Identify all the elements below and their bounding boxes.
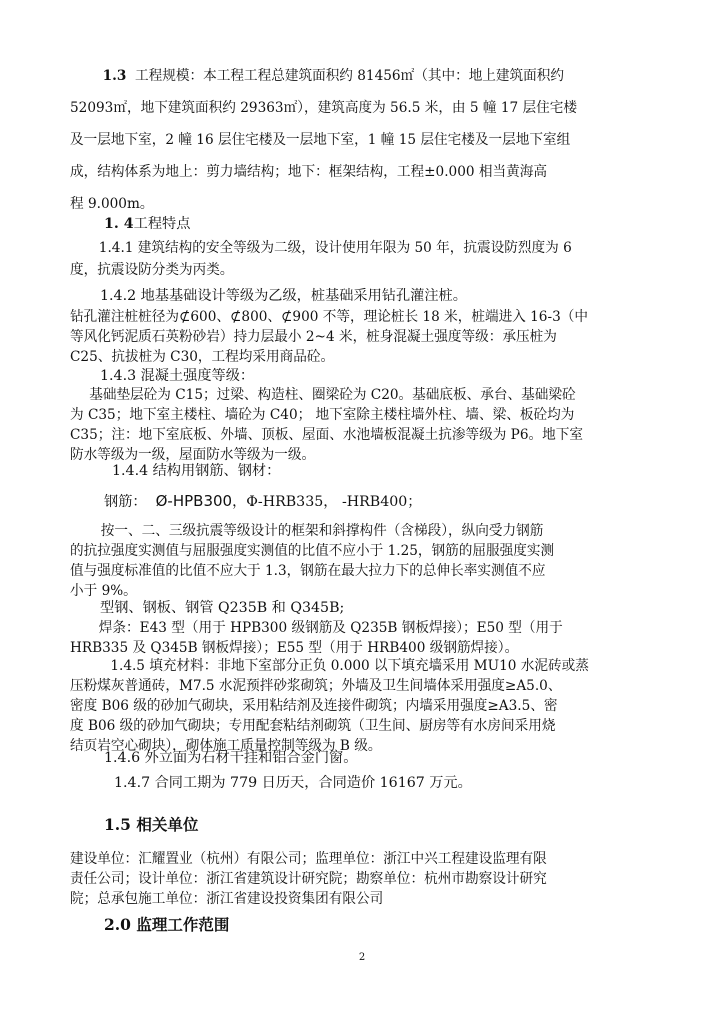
- section-heading-1-5: 1.5 相关单位: [104, 815, 199, 834]
- paragraph-pile-spec: 钻孔灌注桩桩径为⊄600、⊄800、⊄900 不等，理论桩长 18 米，桩端进入 16-3（中 等风化钙泥质石英粉砂岩）持力层最小 2~4 米，桩身混凝土强度等级：承压桩为 C25、抗拔桩为 C30，工程均采用商品砼。: [70, 309, 588, 365]
- paragraph-1-4-5: 1.4.5 填充材料：非地下室部分正负 0.000 以下填充墙采用 MU10 水泥砖或蒸 压粉煤灰普通砖，M7.5 水泥预拌砂浆砌筑；外墙及卫生间墙体采用强度≥A5.0、 密度 B06 级的砂加气砌块，采用粘结剂及连接件砌筑；内墙采用强度≥A3.5、密 度 B06 级的砂加气砌块；专用配套粘结剂砌筑（卫生间、厨房等有水房间采用烧 结页岩空心砌块），砌体施工质量控制等级为 B 级。: [70, 658, 589, 754]
- text-line: 成，结构体系为地上：剪力墙结构；地下：框架结构，工程±0.000 相当黄海高: [70, 164, 547, 180]
- steel-line: 型钢、钢板、钢管 Q235B 和 Q345B;: [100, 600, 345, 616]
- paragraph-1-4-3: 1.4.3 混凝土强度等级：: [100, 368, 255, 384]
- rebar-hpb300: Ø-HPB300: [155, 492, 233, 510]
- paragraph-1-4-2: 1.4.2 地基基础设计等级为乙级，桩基础采用钻孔灌注桩。: [100, 288, 467, 304]
- paragraph-1-4-6: 1.4.6 外立面为石材干挂和铝合金门窗。: [104, 750, 358, 766]
- text-line: 及一层地下室，2 幢 16 层住宅楼及一层地下室，1 幢 15 层住宅楼及一层地下室组: [70, 132, 571, 148]
- section-number-1-3: 1.3: [102, 68, 127, 84]
- paragraph-related-units: 建设单位：汇耀置业（杭州）有限公司；监理单位：浙江中兴工程建设监理有限 责任公司；设计单位：浙江省建筑设计研究院；勘察单位：杭州市勘察设计研究 院；总承包施工单位：浙江省建设投资集团有限公司: [70, 851, 547, 907]
- paragraph-1-4-1: 1.4.1 建筑结构的安全等级为二级，设计使用年限为 50 年，抗震设防烈度为 6 度，抗震设防分类为丙类。: [70, 240, 572, 278]
- paragraph-1-4-7: 1.4.7 合同工期为 779 日历天，合同造价 16167 万元。: [114, 775, 472, 791]
- paragraph-1-3: [70, 60, 674, 220]
- text-line: 工程规模：本工程工程总建筑面积约 81456㎡（其中：地上建筑面积约: [135, 68, 565, 84]
- paragraph-1-4-4: 1.4.4 结构用钢筋、钢材：: [112, 463, 281, 479]
- paragraph-concrete-grades: 基础垫层砼为 C15；过梁、构造柱、圈梁砼为 C20。基础底板、承台、基础梁砼 为 C35；地下室主楼柱、墙砼为 C40； 地下室除主楼柱墙外柱、墙、梁、板砼均为 C35；注：地下室底板、外墙、顶板、屋面、水池墙板混凝土抗渗等级为 P6。地下室 防水等级为一级，屋面防水等级为一级。: [70, 387, 583, 463]
- paragraph-seismic-rebar: 按一、二、三级抗震等级设计的框架和斜撑构件（含梯段），纵向受力钢筋 的抗拉强度实测值与屈服强度实测值的比值不应小于 1.25，钢筋的屈服强度实测 值与强度标准值的比值不应大于 1.3，钢筋在最大拉力下的总伸长率实测值不应 小于 9%。: [70, 523, 555, 599]
- text-line: 52093㎡，地下建筑面积约 29363㎡），建筑高度为 56.5 米，由 5 幢 17 层住宅楼: [70, 100, 577, 116]
- text-line: 程 9.000m。: [70, 196, 154, 212]
- section-heading-2-0: 2.0 监理工作范围: [104, 915, 230, 934]
- rebar-line: 钢筋： Ø-HPB300，Φ-HRB335， -HRB400；: [104, 492, 422, 510]
- paragraph-welding: 焊条：E43 型（用于 HPB300 级钢筋及 Q235B 钢板焊接）；E50 型（用于 HRB335 及 Q345B 钢板焊接）；E55 型（用于 HRB400 级钢筋焊接）。: [70, 620, 563, 656]
- page-number: 2: [358, 952, 366, 963]
- section-heading-1-4: 1. 4工程特点: [104, 216, 191, 232]
